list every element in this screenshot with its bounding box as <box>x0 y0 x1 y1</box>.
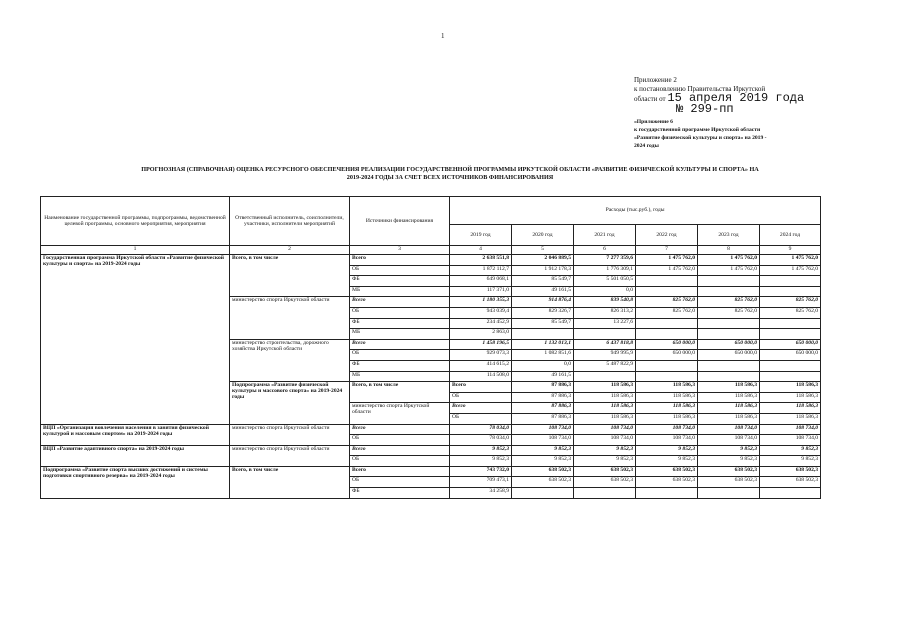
amount-cell: 118 586,3 <box>574 403 636 414</box>
amount-cell <box>760 318 821 329</box>
appendix-header <box>634 118 767 150</box>
source-cell: Всего <box>350 339 450 350</box>
amount-cell: 1 132 013,1 <box>512 339 574 350</box>
col-number: 2 <box>230 246 350 255</box>
amount-cell: 1 082 851,6 <box>512 350 574 361</box>
table-row <box>41 424 821 435</box>
amount-cell: 2 863,0 <box>450 329 512 340</box>
amount-cell: 108 734,0 <box>512 424 574 435</box>
source-cell: МБ <box>350 371 450 382</box>
program-name-cell: Государственная программа Иркутской области «Развитие физической культуры и спорта» на 2019-2024 годы <box>41 255 230 425</box>
source-cell: МБ <box>350 286 450 297</box>
amount-cell <box>760 488 821 499</box>
source-cell: Всего <box>450 382 512 393</box>
title-line: ПРОГНОЗНАЯ (СПРАВОЧНАЯ) ОЦЕНКА РЕСУРСНОГО ОБЕСПЕЧЕНИЯ РЕАЛИЗАЦИИ ГОСУДАРСТВЕННОЙ ПРОГРАММЫ ИРКУТСКОЙ ОБЛАСТИ «РАЗВИТИЕ ФИЗИЧЕСКОЙ КУЛЬТУРЫ И СПОРТА» НА <box>141 166 759 173</box>
appendix-line: 2024 годы <box>634 143 659 149</box>
source-cell: ОБ <box>450 413 512 424</box>
title-line: 2019-2024 ГОДЫ ЗА СЧЕТ ВСЕХ ИСТОЧНИКОВ ФИНАНСИРОВАНИЯ <box>346 174 554 181</box>
amount-cell: 118 586,3 <box>760 413 821 424</box>
amount-cell <box>574 488 636 499</box>
source-cell: Всего <box>350 424 450 435</box>
amount-cell: 1 912 178,3 <box>512 265 574 276</box>
executor-cell: министерство спорта Иркутской области <box>350 403 450 424</box>
amount-cell: 914 876,4 <box>512 297 574 308</box>
amount-cell: 825 762,0 <box>760 297 821 308</box>
header-line: к постановлению Правительства Иркутской <box>634 85 766 93</box>
source-cell: ФБ <box>350 318 450 329</box>
amount-cell <box>698 318 760 329</box>
amount-cell <box>636 371 698 382</box>
amount-cell: 638 502,3 <box>760 466 821 477</box>
amount-cell: 108 734,0 <box>636 435 698 446</box>
amount-cell: 929 073,3 <box>450 350 512 361</box>
source-cell: ОБ <box>350 456 450 467</box>
resource-table <box>40 196 821 499</box>
amount-cell: 9 852,3 <box>512 456 574 467</box>
source-cell: Всего <box>350 466 450 477</box>
amount-cell: 9 852,3 <box>698 445 760 456</box>
amount-cell: 87 886,3 <box>512 392 574 403</box>
amount-cell: 638 502,3 <box>636 466 698 477</box>
year-header: 2019 год <box>450 224 512 245</box>
amount-cell <box>760 286 821 297</box>
amount-cell: 49 161,5 <box>512 371 574 382</box>
amount-cell: 650 000,0 <box>698 339 760 350</box>
amount-cell: 118 586,3 <box>760 382 821 393</box>
amount-cell <box>574 371 636 382</box>
amount-cell: 85 549,7 <box>512 318 574 329</box>
amount-cell: 1 872 112,7 <box>450 265 512 276</box>
source-cell: Всего <box>450 403 512 414</box>
amount-cell <box>760 371 821 382</box>
amount-cell <box>636 286 698 297</box>
amount-cell <box>698 488 760 499</box>
amount-cell <box>698 329 760 340</box>
program-name-cell: ВЦП «Развитие адаптивного спорта» на 2019-2024 годы <box>41 445 230 466</box>
year-header: 2020 год <box>512 224 574 245</box>
amount-cell: 414 615,2 <box>450 360 512 371</box>
amount-cell: 108 734,0 <box>698 424 760 435</box>
amount-cell: 825 762,0 <box>698 297 760 308</box>
amount-cell: 34 258,9 <box>450 488 512 499</box>
amount-cell: 2 638 551,8 <box>450 255 512 266</box>
amount-cell: 87 886,3 <box>512 413 574 424</box>
amount-cell <box>698 360 760 371</box>
source-cell: Всего <box>350 445 450 456</box>
amount-cell <box>636 318 698 329</box>
amount-cell: 943 039,4 <box>450 307 512 318</box>
amount-cell: 825 762,0 <box>760 307 821 318</box>
amount-cell: 949 995,9 <box>574 350 636 361</box>
amount-cell: 118 586,3 <box>698 413 760 424</box>
amount-cell: 1 475 762,0 <box>698 265 760 276</box>
document-title <box>40 166 860 182</box>
source-cell: ОБ <box>350 265 450 276</box>
amount-cell: 78 034,0 <box>450 435 512 446</box>
amount-cell: 9 852,3 <box>574 456 636 467</box>
amount-cell: 638 502,3 <box>698 466 760 477</box>
source-cell: Всего <box>350 255 450 266</box>
amount-cell <box>698 371 760 382</box>
amount-cell <box>760 329 821 340</box>
table-row <box>41 445 821 456</box>
amount-cell: 9 852,3 <box>760 456 821 467</box>
amount-cell: 108 734,0 <box>760 435 821 446</box>
header-line: Приложение 2 <box>634 76 677 84</box>
decree-date: 15 апреля 2019 года <box>667 91 805 105</box>
amount-cell: 6 437 818,8 <box>574 339 636 350</box>
source-cell: Всего <box>350 297 450 308</box>
amount-cell: 118 586,3 <box>698 403 760 414</box>
amount-cell: 1 475 762,0 <box>636 265 698 276</box>
amount-cell: 85 549,7 <box>512 276 574 287</box>
amount-cell <box>636 329 698 340</box>
amount-cell <box>698 286 760 297</box>
col-header-expenses: Расходы (тыс.руб.), годы <box>450 197 821 225</box>
source-cell: ФБ <box>350 360 450 371</box>
executor-cell: министерство спорта Иркутской области <box>230 297 350 339</box>
executor-cell: министерство спорта Иркутской области <box>230 424 350 445</box>
table-row <box>41 255 821 266</box>
amount-cell: 650 000,0 <box>760 350 821 361</box>
amount-cell: 108 734,0 <box>574 435 636 446</box>
amount-cell: 2 046 889,5 <box>512 255 574 266</box>
amount-cell <box>636 360 698 371</box>
amount-cell: 9 852,3 <box>574 445 636 456</box>
amount-cell: 118 586,3 <box>760 392 821 403</box>
col-header-executor: Ответственный исполнитель, соисполнители, участники, исполнители мероприятий <box>230 197 350 246</box>
amount-cell: 638 502,3 <box>512 466 574 477</box>
amount-cell: 638 502,3 <box>574 477 636 488</box>
amount-cell: 649 068,1 <box>450 276 512 287</box>
amount-cell: 825 762,0 <box>636 297 698 308</box>
col-header-name: Наименование государственной программы, подпрограммы, ведомственной целевой программы, основного мероприятия, мероприятия <box>41 197 230 246</box>
executor-cell: Всего, в том числе <box>230 255 350 297</box>
amount-cell: 87 886,3 <box>512 403 574 414</box>
amount-cell: 9 852,3 <box>512 445 574 456</box>
amount-cell: 825 762,0 <box>636 307 698 318</box>
header-line: области от <box>634 95 666 103</box>
amount-cell: 9 852,3 <box>636 445 698 456</box>
amount-cell: 117 371,0 <box>450 286 512 297</box>
col-number: 3 <box>350 246 450 255</box>
amount-cell <box>698 276 760 287</box>
program-name-cell: Подпрограмма «Развитие физической культуры и массового спорта» на 2019-2024 годы <box>230 382 350 424</box>
year-header: 2021 год <box>574 224 636 245</box>
amount-cell <box>512 329 574 340</box>
amount-cell <box>512 488 574 499</box>
amount-cell: 118 586,3 <box>574 413 636 424</box>
amount-cell: 13 227,6 <box>574 318 636 329</box>
col-number: 5 <box>512 246 574 255</box>
amount-cell: 1 180 355,3 <box>450 297 512 308</box>
source-cell: ОБ <box>450 392 512 403</box>
program-name-cell: ВЦП «Организация вовлечения населения в занятия физической культурой и массовым спортом» на 2019-2024 годы <box>41 424 230 445</box>
amount-cell: 118 586,3 <box>636 382 698 393</box>
col-number: 9 <box>760 246 821 255</box>
amount-cell: 114 508,0 <box>450 371 512 382</box>
amount-cell: 650 000,0 <box>636 350 698 361</box>
amount-cell: 118 586,3 <box>698 392 760 403</box>
col-number: 6 <box>574 246 636 255</box>
col-number: 1 <box>41 246 230 255</box>
source-cell: ОБ <box>350 435 450 446</box>
amount-cell: 5 487 822,9 <box>574 360 636 371</box>
executor-cell: министерство строительства, дорожного хозяйства Иркутской области <box>230 339 350 381</box>
amount-cell: 743 732,0 <box>450 466 512 477</box>
amount-cell: 87 886,3 <box>512 382 574 393</box>
col-number: 4 <box>450 246 512 255</box>
amount-cell: 78 034,0 <box>450 424 512 435</box>
source-cell: ОБ <box>350 350 450 361</box>
source-cell: МБ <box>350 329 450 340</box>
amount-cell <box>760 360 821 371</box>
executor-cell: министерство спорта Иркутской области <box>230 445 350 466</box>
approval-header <box>634 76 804 114</box>
appendix-line: «Развитие физической культуры и спорта» на 2019 - <box>634 135 767 141</box>
appendix-line: «Приложение 6 <box>634 119 673 125</box>
amount-cell: 118 586,3 <box>574 392 636 403</box>
amount-cell: 0,0 <box>512 360 574 371</box>
amount-cell: 1 475 762,0 <box>636 255 698 266</box>
table-row <box>41 466 821 477</box>
amount-cell: 650 000,0 <box>698 350 760 361</box>
amount-cell: 9 852,3 <box>698 456 760 467</box>
amount-cell: 1 475 762,0 <box>698 255 760 266</box>
appendix-line: к государственной программе Иркутской области <box>634 127 761 133</box>
amount-cell <box>636 276 698 287</box>
col-header-source: Источники финансирования <box>350 197 450 246</box>
amount-cell: 118 586,3 <box>636 392 698 403</box>
col-number: 7 <box>636 246 698 255</box>
amount-cell: 0,0 <box>574 286 636 297</box>
source-cell: ОБ <box>350 307 450 318</box>
amount-cell: 118 586,3 <box>636 413 698 424</box>
amount-cell: 108 734,0 <box>636 424 698 435</box>
amount-cell: 9 852,3 <box>450 456 512 467</box>
amount-cell <box>760 276 821 287</box>
program-name-cell: Подпрограмма «Развитие спорта высших достижений и системы подготовки спортивного резерва» на 2019-2024 годы <box>41 466 230 498</box>
amount-cell: 118 586,3 <box>636 403 698 414</box>
source-cell: ОБ <box>350 477 450 488</box>
amount-cell: 234 452,9 <box>450 318 512 329</box>
amount-cell: 118 586,3 <box>698 382 760 393</box>
year-header: 2024 год <box>760 224 821 245</box>
executor-cell: Всего, в том числе <box>350 382 450 403</box>
source-cell: ФБ <box>350 276 450 287</box>
amount-cell: 638 502,3 <box>698 477 760 488</box>
amount-cell: 1 475 762,0 <box>760 255 821 266</box>
amount-cell: 650 000,0 <box>760 339 821 350</box>
amount-cell: 638 502,3 <box>512 477 574 488</box>
amount-cell: 1 776 309,1 <box>574 265 636 276</box>
amount-cell: 108 734,0 <box>574 424 636 435</box>
amount-cell <box>636 488 698 499</box>
year-header: 2023 год <box>698 224 760 245</box>
amount-cell: 839 540,8 <box>574 297 636 308</box>
amount-cell: 650 000,0 <box>636 339 698 350</box>
amount-cell: 709 473,1 <box>450 477 512 488</box>
executor-cell: Всего, в том числе <box>230 466 350 498</box>
amount-cell: 9 852,3 <box>450 445 512 456</box>
amount-cell: 108 734,0 <box>512 435 574 446</box>
col-number: 8 <box>698 246 760 255</box>
amount-cell: 9 852,3 <box>760 445 821 456</box>
amount-cell: 1 458 196,5 <box>450 339 512 350</box>
amount-cell: 825 762,0 <box>698 307 760 318</box>
amount-cell: 118 586,3 <box>760 403 821 414</box>
amount-cell: 108 734,0 <box>698 435 760 446</box>
amount-cell: 9 852,3 <box>636 456 698 467</box>
amount-cell: 638 502,3 <box>574 466 636 477</box>
amount-cell: 638 502,3 <box>636 477 698 488</box>
amount-cell: 49 161,5 <box>512 286 574 297</box>
amount-cell: 829 326,7 <box>512 307 574 318</box>
amount-cell: 826 313,2 <box>574 307 636 318</box>
source-cell: ФБ <box>350 488 450 499</box>
year-header: 2022 год <box>636 224 698 245</box>
page-number: 1 <box>441 32 445 40</box>
amount-cell: 108 734,0 <box>760 424 821 435</box>
decree-number: № 299-пп <box>676 102 734 116</box>
amount-cell <box>574 329 636 340</box>
amount-cell: 1 475 762,0 <box>760 265 821 276</box>
amount-cell: 118 586,3 <box>574 382 636 393</box>
amount-cell: 7 277 359,6 <box>574 255 636 266</box>
amount-cell: 638 502,3 <box>760 477 821 488</box>
amount-cell: 5 501 050,5 <box>574 276 636 287</box>
